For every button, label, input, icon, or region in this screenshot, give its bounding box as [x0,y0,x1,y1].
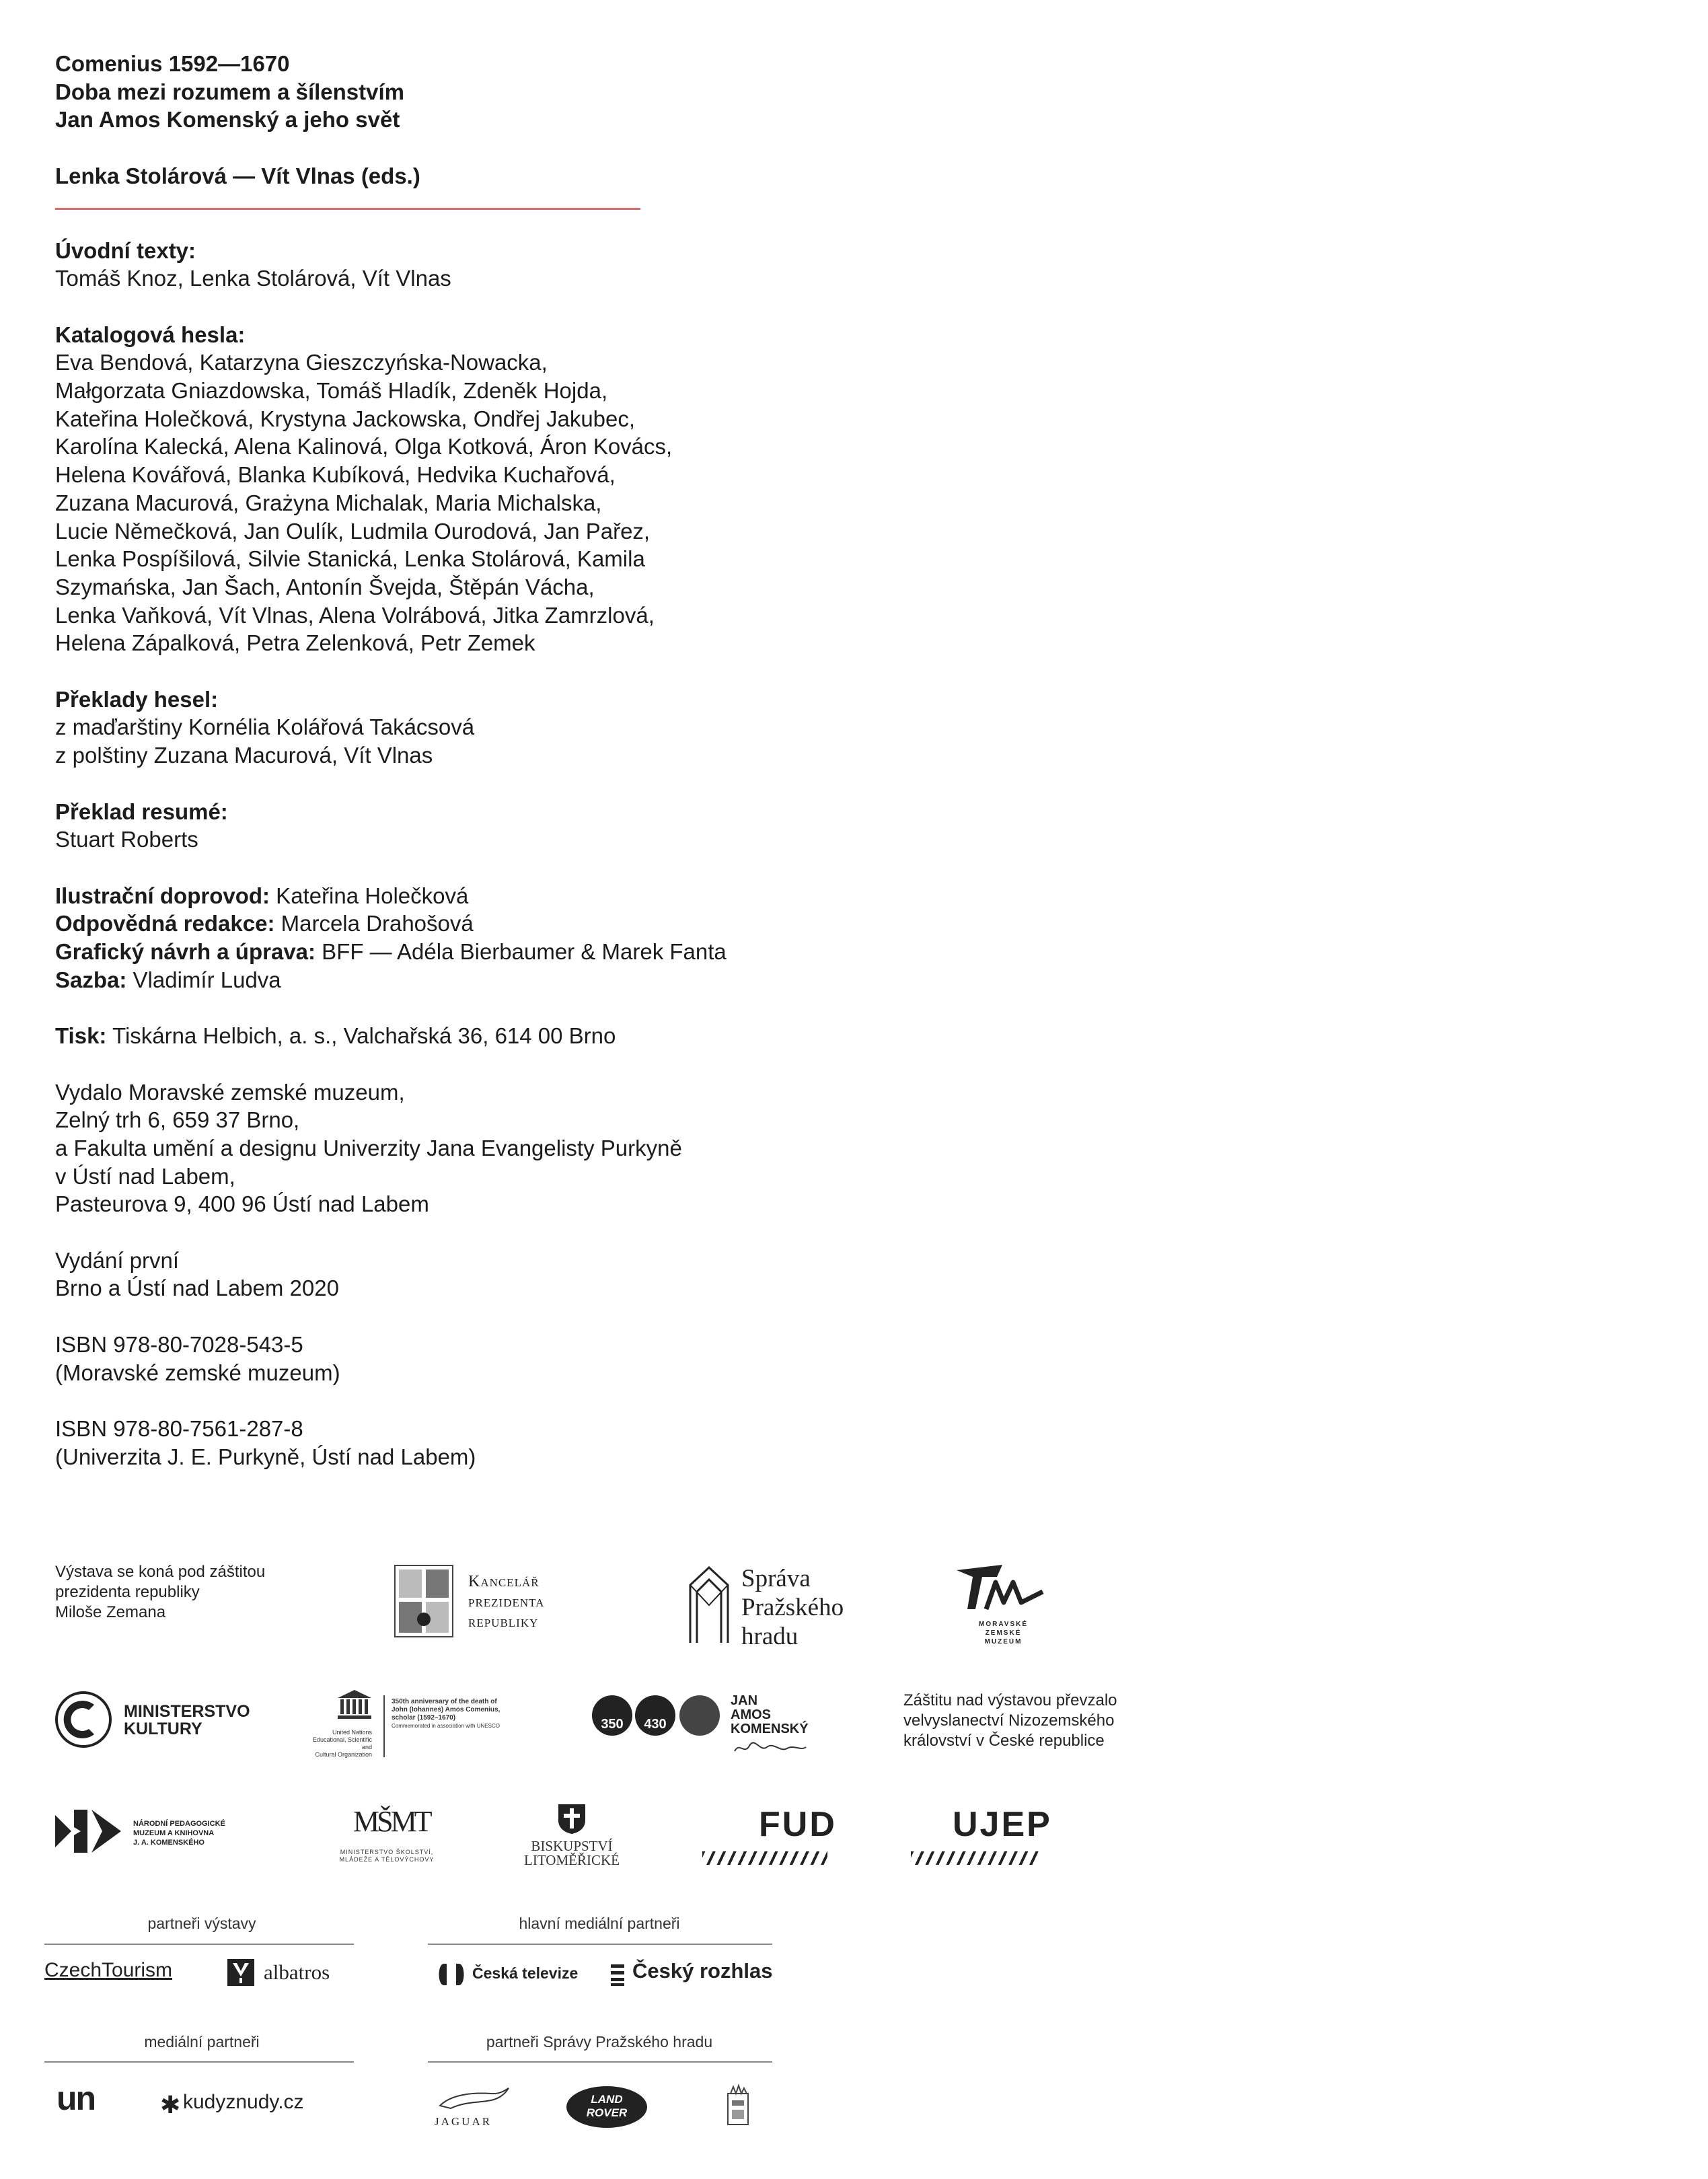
catalog-line: Helena Kovářová, Blanka Kubíková, Hedvika Kuchařová, [55,462,616,488]
print-label: Tisk: [55,1023,107,1049]
badge-350 [592,1695,632,1736]
unesco-anniversary-text [392,1698,500,1730]
catalog-line: Małgorzata Gniazdowska, Tomáš Hladík, Zdeněk Hojda, [55,378,608,403]
npmk-line: J. A. KOMENSKÉHO [133,1839,205,1847]
cro-icon [611,1963,624,1989]
main-media-rule [428,1944,772,1945]
patronage-line: prezidenta republiky [55,1583,200,1601]
unesco-logo [336,1689,373,1723]
title-line: Comenius 1592—1670 [55,51,290,76]
npmk-logo [54,1808,124,1857]
msmt-text [320,1849,454,1863]
credit-value: BFF — Adéla Bierbaumer & Marek Fanta [315,939,727,965]
fud-hatch [702,1851,827,1865]
patronage-line: Výstava se koná pod záštitou [55,1563,266,1581]
publisher-line: a Fakulta umění a designu Univerzity Jana Evangelisty Purkyně [55,1135,682,1160]
title-line: Doba mezi rozumem a šílenstvím [55,79,404,104]
translations-line: z maďarštiny Kornélia Kolářová Takácsová [55,714,475,740]
embassy-line: velvyslanectví Nizozemského [903,1711,1115,1730]
catalog-line: Lenka Vaňková, Vít Vlnas, Alena Volrábová, Jitka Zamrzlová, [55,602,655,628]
credit-value: Marcela Drahošová [274,911,474,936]
publisher-line: Pasteurova 9, 400 96 Ústí nad Labem [55,1191,429,1217]
isbn-line: ISBN 978-80-7561-287-8 [55,1415,303,1441]
unesco-line: John (Iohannes) Amos Comenius, [392,1706,500,1713]
catalog-line: Zuzana Macurová, Grażyna Michalak, Maria Michalska, [55,490,602,515]
imprint-block [55,50,997,1471]
mzm-text [979,1620,1028,1646]
ujep-logo: UJEP [953,1805,1052,1844]
castle-arch-icon [688,1565,731,1644]
unesco-temple-icon [336,1689,373,1720]
msmt-mark: MŠMT [353,1805,430,1838]
npmk-line: NÁRODNÍ PEDAGOGICKÉ [133,1820,225,1828]
biskupstvi-text [511,1839,632,1868]
sprava-text [741,1564,844,1651]
un-logo: un [57,2079,96,2117]
badge-430 [635,1695,675,1736]
credit-label: Odpovědná redakce: [55,911,275,936]
kancelar-line: republiky [468,1613,539,1631]
catalog-line: Lenka Pospíšilová, Silvie Stanická, Lenka Stolárová, Kamila [55,546,645,572]
ministerstvo-kultury-logo [54,1690,113,1752]
resume-name: Stuart Roberts [55,827,198,852]
mzm-line: ZEMSKÉ [985,1629,1022,1637]
partners-caption: partneři výstavy [147,1915,256,1932]
title-line: Jan Amos Komenský a jeho svět [55,107,400,133]
kancelar-prezidenta-logo [394,1564,454,1641]
cro-logo: Český rozhlas [632,1959,773,1983]
comenius-line: KOMENSKÝ [731,1722,809,1736]
isbn-line: (Univerzita J. E. Purkyně, Ústí nad Labem) [55,1444,476,1469]
intro-names: Tomáš Knoz, Lenka Stolárová, Vít Vlnas [55,266,451,291]
mzm-line: MORAVSKÉ [979,1621,1029,1628]
czechtourism-logo: CzechTourism [44,1959,173,1981]
biskupstvi-logo [557,1803,587,1839]
resume-label: Překlad resumé: [55,799,228,824]
npmk-line: MUZEUM A KNIHOVNA [133,1829,215,1837]
castle-partner-crest-icon [727,2084,749,2129]
editors: Lenka Stolárová — Vít Vlnas (eds.) [55,163,420,188]
badge-350-label: 350 [601,1717,624,1732]
unesco-org-line: Cultural Organization [315,1751,372,1758]
ct-logo: Česká televize [472,1964,579,1982]
ministerstvo-line: MINISTERSTVO [124,1702,250,1721]
albatros-logo: albatros [264,1960,330,1984]
unesco-line: scholar (1592–1670) [392,1714,456,1722]
landrover-line: ROVER [586,2106,628,2119]
credit-line [55,882,997,910]
edition-line: Vydání první [55,1247,180,1273]
msmt-line: MINISTERSTVO ŠKOLSTVÍ, [340,1849,434,1855]
edition-line: Brno a Ústí nad Labem 2020 [55,1276,339,1301]
unesco-line: 350th anniversary of the death of [392,1698,497,1705]
ct-icon [436,1962,467,1990]
ministerstvo-line: KULTURY [124,1720,202,1738]
red-divider [55,208,640,210]
intro-label: Úvodní texty: [55,237,196,263]
translations-line: z polštiny Zuzana Macurová, Vít Vlnas [55,743,433,768]
isbn-line: (Moravské zemské muzeum) [55,1360,340,1385]
unesco-org-text [311,1729,372,1759]
partners-rule [44,1944,354,1945]
publisher-line: Zelný trh 6, 659 37 Brno, [55,1107,300,1133]
state-emblem-icon [394,1564,454,1638]
comenius-text [731,1694,809,1736]
sprava-line: Správa [741,1565,811,1592]
print-line [55,1022,997,1050]
kancelar-line: prezidenta [468,1593,545,1611]
ministry-c-icon [54,1690,113,1749]
diocese-shield-icon [557,1803,587,1835]
credit-value: Kateřina Holečková [270,883,469,908]
mzm-logo [955,1562,1049,1619]
patronage-line: Miloše Zemana [55,1603,166,1621]
unesco-org-line: United Nations [332,1729,372,1736]
comenius-signature-icon [733,1740,807,1760]
embassy-line: Záštitu nad výstavou převzalo [903,1691,1117,1709]
catalog-label: Katalogová hesla: [55,322,246,347]
credit-line [55,966,997,994]
translations-label: Překlady hesel: [55,686,219,712]
credit-value: Vladimír Ludva [126,967,281,992]
albatros-icon [227,1959,254,1986]
main-media-caption: hlavní mediální partneři [519,1915,680,1932]
catalog-line: Lucie Němečková, Jan Oulík, Ludmila Ourodová, Jan Pařez, [55,518,651,544]
catalog-line: Karolína Kalecká, Alena Kalinová, Olga Kotková, Áron Kovács, [55,434,673,459]
sprava-line: hradu [741,1623,799,1650]
comenius-portrait-icon [679,1695,720,1736]
landrover-logo [566,2086,647,2128]
biskupstvi-line: BISKUPSTVÍ [531,1838,613,1854]
fud-logo: FUD [759,1805,837,1844]
unesco-divider [383,1695,385,1757]
npmk-mark-icon [54,1808,124,1854]
media-caption: mediální partneři [144,2033,260,2051]
kudyznudy-logo: kudyznudy.cz [183,2091,304,2113]
kudyznudy-star-icon: ✱ [160,2091,181,2118]
media-rule [44,2061,354,2063]
biskupstvi-line: LITOMĚŘICKÉ [524,1852,620,1868]
comenius-line: AMOS [731,1707,771,1722]
embassy-patronage [903,1691,1117,1751]
mzm-mark-icon [955,1562,1049,1616]
credit-label: Grafický návrh a úprava: [55,939,316,965]
comenius-line: JAN [731,1693,758,1708]
catalog-line: Kateřina Holečková, Krystyna Jackowska, Ondřej Jakubec, [55,406,636,431]
castle-partners-caption: partneři Správy Pražského hradu [486,2033,713,2051]
msmt-line: MLÁDEŽE A TĚLOVÝCHOVY [339,1856,435,1863]
ministerstvo-text [124,1703,250,1738]
print-value: Tiskárna Helbich, a. s., Valchařská 36, 614 00 Brno [106,1023,616,1049]
castle-partners-rule [428,2061,772,2063]
jaguar-logo: JAGUAR [435,2115,492,2128]
credit-label: Sazba: [55,967,127,992]
catalog-line: Eva Bendová, Katarzyna Gieszczyńska-Nowacka, [55,350,548,375]
isbn-line: ISBN 978-80-7028-543-5 [55,1331,303,1357]
credit-label: Ilustrační doprovod: [55,883,270,908]
sprava-line: Pražského [741,1594,844,1621]
mzm-line: MUZEUM [984,1638,1023,1646]
publisher-line: v Ústí nad Labem, [55,1163,235,1189]
embassy-line: království v České republice [903,1732,1105,1750]
publisher-line: Vydalo Moravské zemské muzeum, [55,1079,405,1105]
jaguar-leaper-icon [437,2085,511,2116]
kancelar-line: Kancelář [468,1573,540,1590]
president-patronage [55,1562,265,1623]
unesco-org-line: Educational, Scientific and [312,1736,372,1750]
kancelar-text [468,1572,544,1632]
catalog-line: Szymańska, Jan Šach, Antonín Švejda, Štěpán Vácha, [55,574,595,599]
badge-430-label: 430 [644,1717,667,1732]
catalog-line: Helena Zápalková, Petra Zelenková, Petr Zemek [55,630,535,656]
npmk-text [133,1819,225,1847]
credit-line [55,910,997,938]
sprava-hradu-logo [688,1565,731,1648]
unesco-line: Commemorated in association with UNESCO [392,1723,500,1729]
credit-line [55,938,997,966]
ujep-hatch [911,1851,1039,1865]
landrover-line: LAND [591,2093,623,2106]
